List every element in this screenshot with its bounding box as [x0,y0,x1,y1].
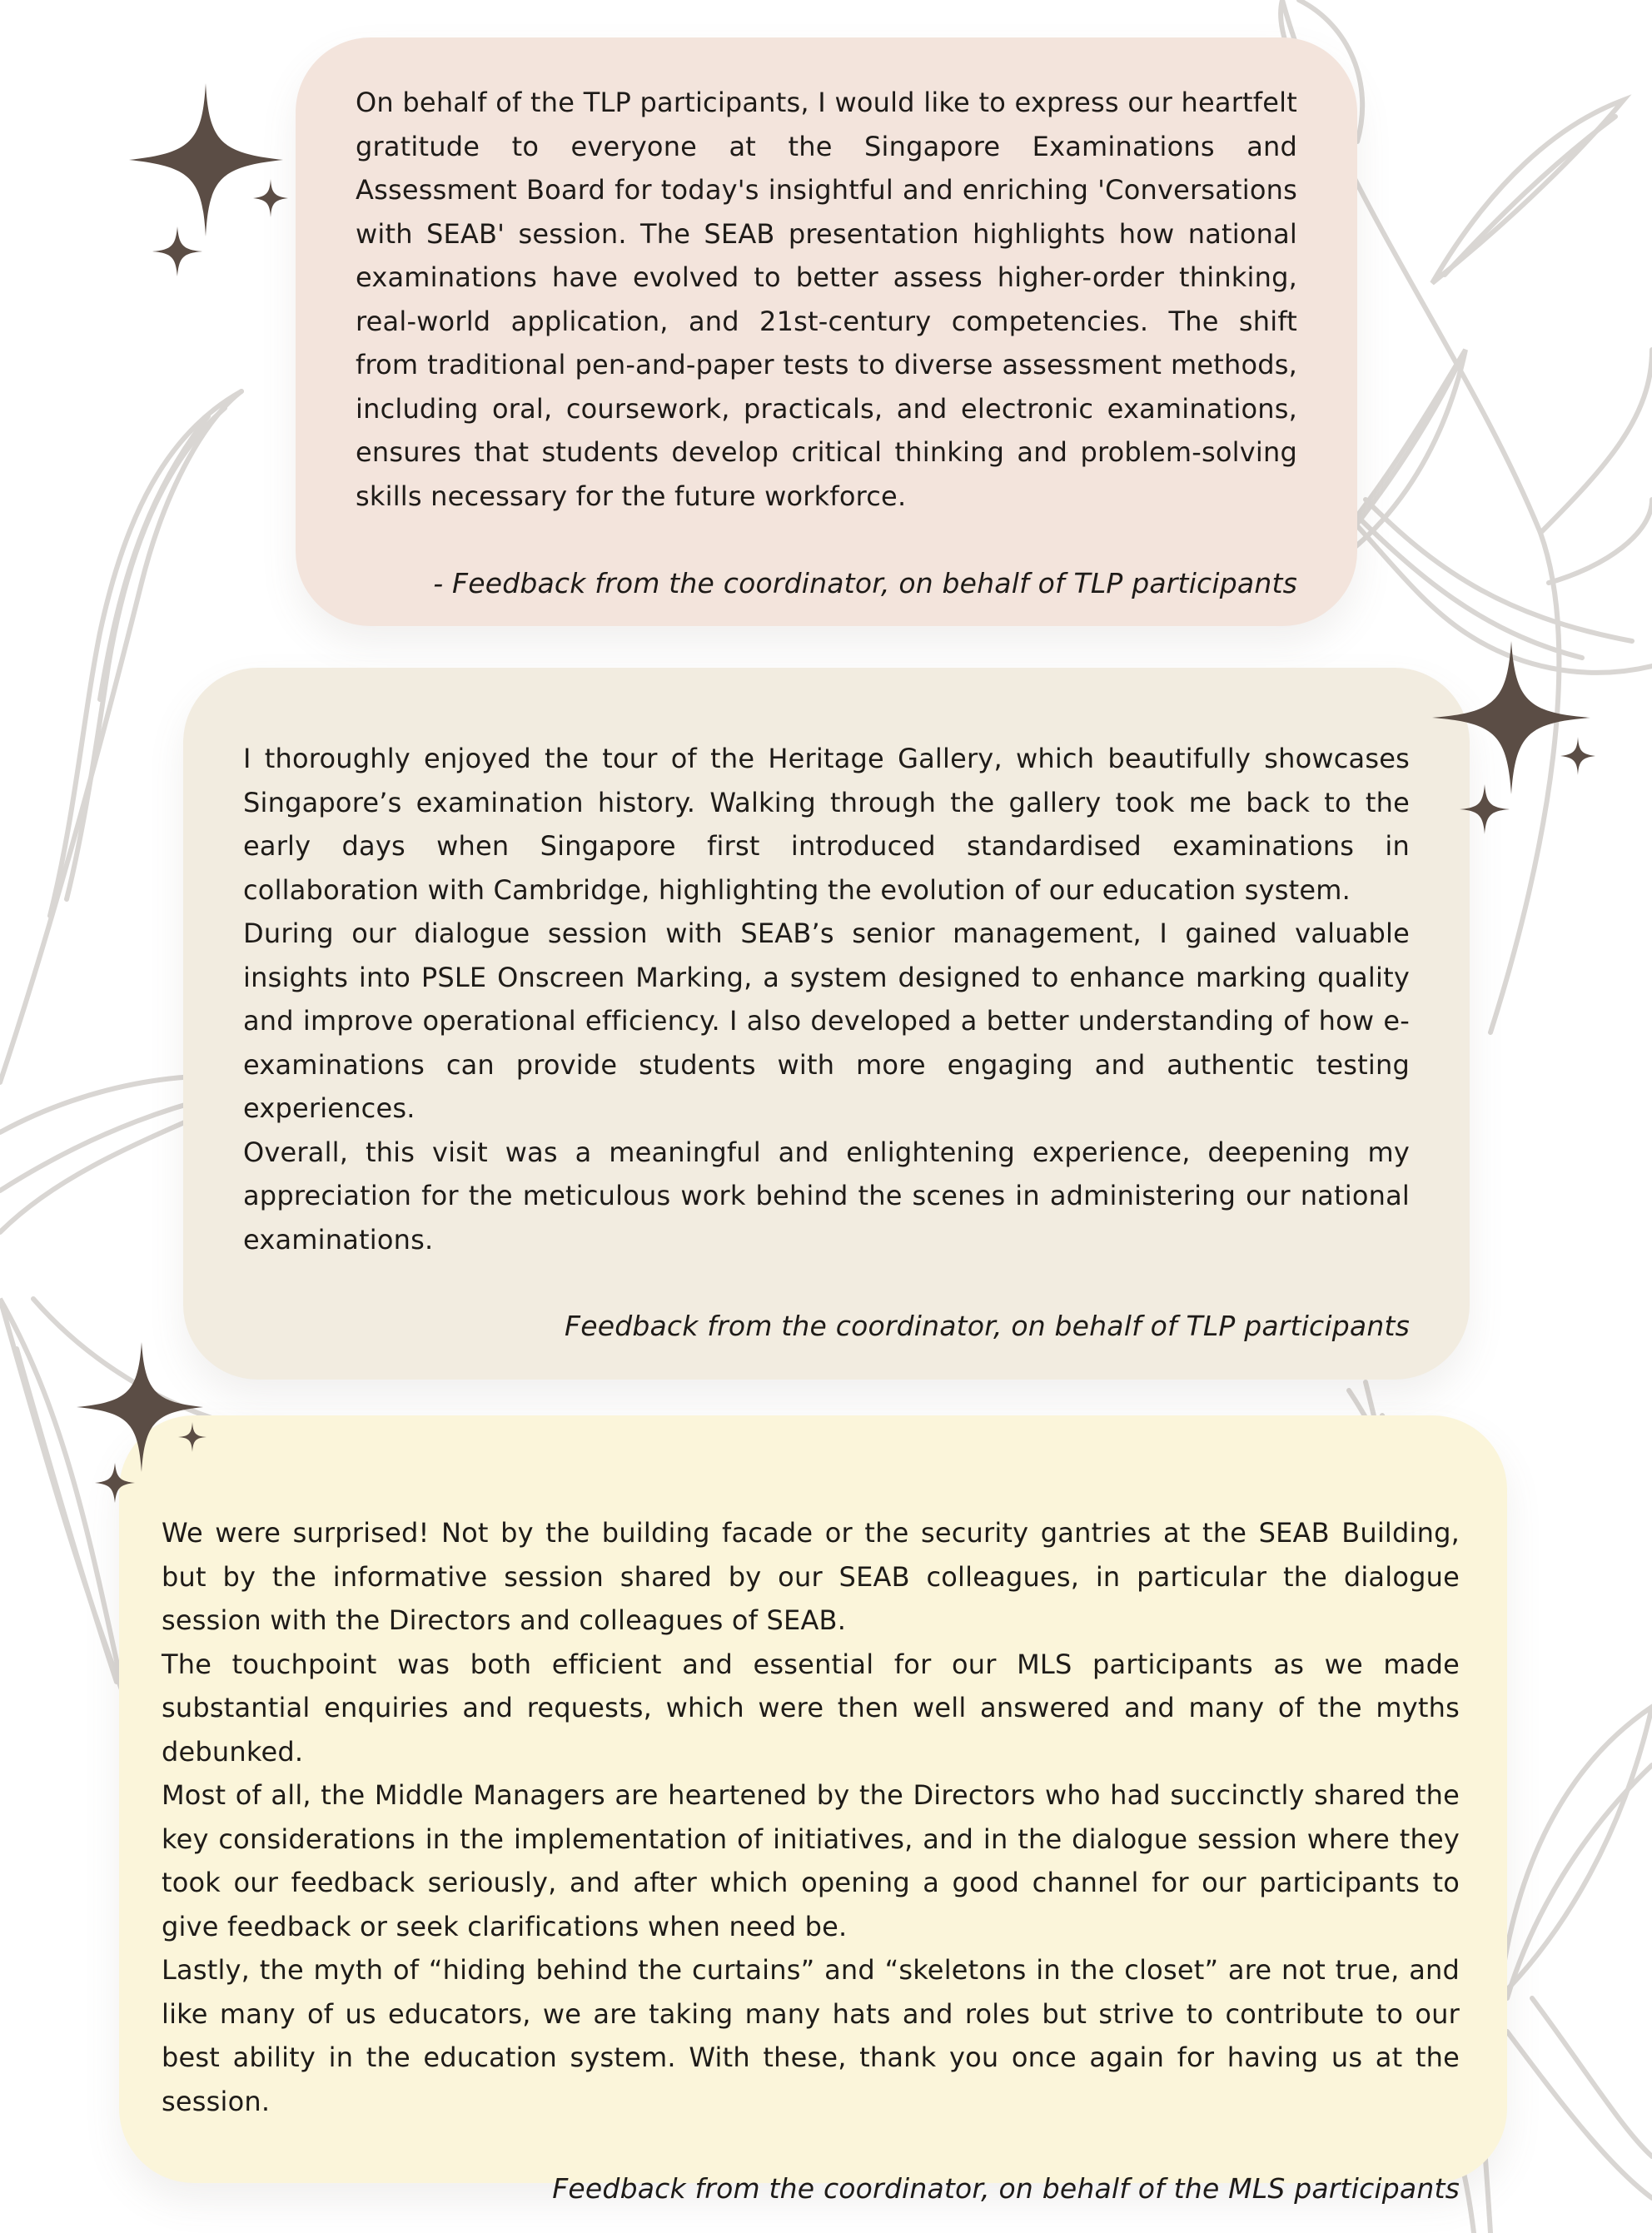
sparkle-icon [77,1342,218,1517]
feedback-paragraph: The touchpoint was both efficient and essential for our MLS participants as we made substantial enquiries and requests, which were then well answered and many of the myths debunked. [162,1648,1460,1768]
feedback-card-tlp-1 [296,37,1357,626]
sparkle-icon [1432,641,1615,849]
feedback-paragraph: During our dialogue session with SEAB’s senior management, I gained valuable insights into PSLE Onscreen Marking, a system designed to enhance marking quality and improve operational efficiency. I also developed a better understanding of how e-examinations can provide students with more engaging and authentic testing experiences. [243,918,1410,1124]
feedback-paragraph: Overall, this visit was a meaningful and enlightening experience, deepening my appreciation for the meticulous work behind the scenes in administering our national examinations. [243,1136,1410,1256]
feedback-paragraph: We were surprised! Not by the building facade or the security gantries at the SEAB Building, but by the informative session shared by our SEAB colleagues, in particular the dialogue session with the Directors and colleagues of SEAB. [162,1517,1460,1636]
feedback-paragraph: Lastly, the myth of “hiding behind the curtains” and “skeletons in the closet” are not true, and like many of us educators, we are taking many hats and roles but strive to contribute to our best ability in the education system. With these, thank you once again for having us at the session. [162,1954,1460,2117]
feedback-paragraph: I thoroughly enjoyed the tour of the Heritage Gallery, which beautifully showcases Singapore’s examination history. Walking through the gallery took me back to the early days when Singapore first introduced standardised examinations in collaboration with Cambridge, highlighting the evolution of our education system. [243,743,1410,906]
feedback-paragraph: On behalf of the TLP participants, I would like to express our heartfelt gratitude to everyone at the Singapore Examinations and Assessment Board for today's insightful and enriching 'Conversations with SEAB' session. The SEAB presentation highlights how national examinations have evolved to better assess higher-order thinking, real-world application, and 21st-century competencies. The shift from traditional pen-and-paper tests to diverse assessment methods, including oral, coursework, practicals, and electronic examinations, ensures that students develop critical thinking and problem-solving skills necessary for the future workforce. [356,87,1297,512]
feedback-attribution: - Feedback from the coordinator, on behalf of TLP participants [433,567,1297,599]
feedback-attribution: Feedback from the coordinator, on behalf of TLP participants [565,1310,1410,1342]
feedback-paragraph: Most of all, the Middle Managers are heartened by the Directors who had succinctly shared the key considerations in the implementation of initiatives, and in the dialogue session where they took our feedback seriously, and after which opening a good channel for our participants to give feedback or seek clarifications when need be. [162,1779,1460,1942]
feedback-attribution: Feedback from the coordinator, on behalf of the MLS participants [552,2172,1460,2205]
feedback-card-mls [119,1415,1507,2205]
sparkle-icon [125,83,291,291]
feedback-card-tlp-2 [183,668,1470,1380]
